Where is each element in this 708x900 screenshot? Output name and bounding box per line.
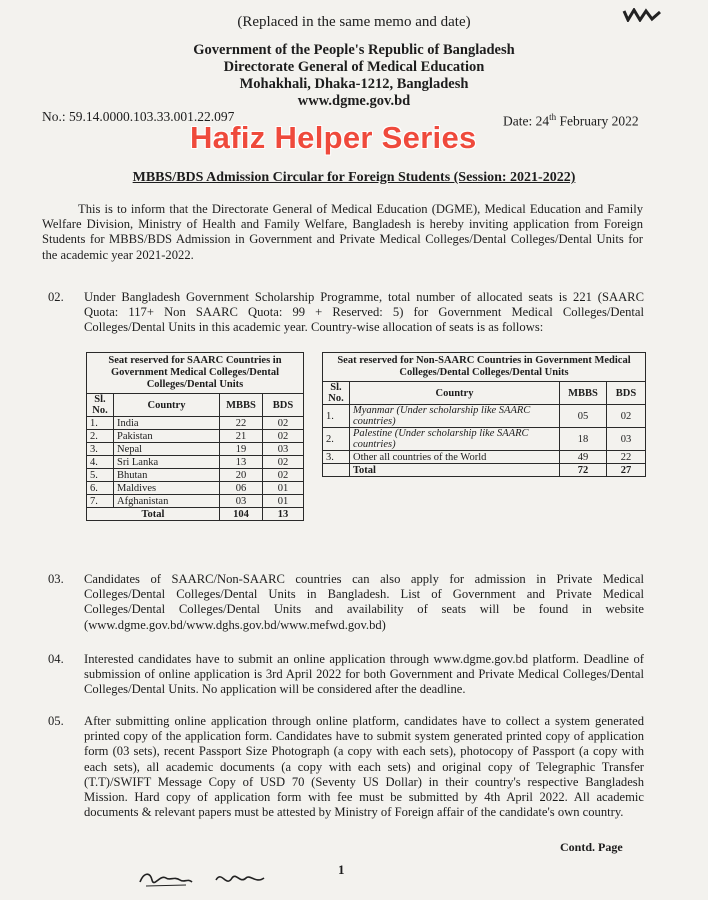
cell-country: Pakistan <box>114 430 220 443</box>
date-sup: th <box>549 112 557 122</box>
cell-mbbs: 49 <box>560 451 607 464</box>
cell-bds: 02 <box>263 430 304 443</box>
cell-bds: 03 <box>263 443 304 456</box>
cell-country: Bhutan <box>114 469 220 482</box>
cell-country: Other all countries of the World <box>350 451 560 464</box>
paragraph-02: Under Bangladesh Government Scholarship Programme, total number of allocated seats is 221 (SAARC Quota: 117+ Non SAARC Quota: 99 + Reserved: 5) for Government Medical Colleges/Dental Colleges/Dental Units in this academic year. Country-wise allocation of seats is as follows: <box>84 290 644 335</box>
cell-country: Maldives <box>114 482 220 495</box>
para-number-05: 05. <box>48 714 64 728</box>
org-line-website: www.dgme.gov.bd <box>297 93 411 109</box>
watermark-text: Hafiz Helper Series <box>190 120 477 155</box>
cell-sl: 2. <box>87 430 114 443</box>
cell-country: Afghanistan <box>114 495 220 508</box>
saarc-table-title: Seat reserved for SAARC Countries in Government Medical Colleges/Dental Colleges/Dental Units <box>87 353 304 394</box>
memo-date <box>503 112 639 130</box>
para-number-04: 04. <box>48 652 64 666</box>
table-row <box>323 428 646 451</box>
cell-bds: 22 <box>607 451 646 464</box>
col-header-mbbs: MBBS <box>220 394 263 417</box>
total-bds: 27 <box>607 464 646 477</box>
replaced-note: (Replaced in the same memo and date) <box>237 14 471 30</box>
intro-paragraph: This is to inform that the Directorate General of Medical Education (DGME), Medical Education and Family Welfare Division, Ministry of Health and Family Welfare, Bangladesh is hereby inviting application from Foreign Students for MBBS/BDS Admission in Government and Private Medical Colleges/Dental Colleges/Dental Units for the academic year 2021-2022. <box>42 202 643 262</box>
page-number: 1 <box>338 862 345 877</box>
cell-country: Nepal <box>114 443 220 456</box>
saarc-seat-table <box>86 352 304 521</box>
paragraph-05: After submitting online application through online platform, candidates have to collect a system generated printed copy of the application form. Candidates have to submit system generated printed copy of application form (03 sets), recent Passport Size Photograph (a copy with each sets), photocopy of Passport (a copy with each sets), all academic documents (a copy with each sets) and original copy of Telegraphic Transfer (T.T)/SWIFT Message Copy of USD 70 (Seventy US Dollar) in their country's respective Bangladesh Mission. Hard copy of application form with fee must be submitted by 4th April 2022. All academic documents & relevant papers must be attested by Ministry of Foreign affair of the candidate's own country. <box>84 714 644 820</box>
cell-bds: 02 <box>263 417 304 430</box>
non-saarc-table-title: Seat reserved for Non-SAARC Countries in Government Medical Colleges/Dental Colleges/Dental Units <box>323 353 646 382</box>
cell-sl: 4. <box>87 456 114 469</box>
subject-text: MBBS/BDS Admission Circular for Foreign Students (Session: 2021-2022) <box>132 170 576 185</box>
cell-country: Sri Lanka <box>114 456 220 469</box>
cell-sl: 5. <box>87 469 114 482</box>
col-header-bds: BDS <box>263 394 304 417</box>
cell-mbbs: 03 <box>220 495 263 508</box>
cell-mbbs: 21 <box>220 430 263 443</box>
cell-sl: 3. <box>323 451 350 464</box>
cell-country: Palestine (Under scholarship like SAARC countries) <box>350 428 560 451</box>
cell-bds: 03 <box>607 428 646 451</box>
continued-note: Contd. Page <box>560 840 623 854</box>
table-row <box>87 443 304 456</box>
col-header-country: Country <box>114 394 220 417</box>
total-mbbs: 104 <box>220 508 263 521</box>
cell-bds: 02 <box>263 456 304 469</box>
total-label: Total <box>87 508 220 521</box>
total-row <box>323 464 646 477</box>
cell-country: India <box>114 417 220 430</box>
paragraph-04: Interested candidates have to submit an online application through www.dgme.gov.bd platform. Deadline of submission of online application is 3rd April 2022 for both Government and Private Medical Colleges/Dental Colleges/Dental Units. No application will be considered after the deadline. <box>84 652 644 697</box>
cell-sl: 1. <box>323 405 350 428</box>
cell-country: Myanmar (Under scholarship like SAARC countries) <box>350 405 560 428</box>
cell-sl: 6. <box>87 482 114 495</box>
cell-mbbs: 18 <box>560 428 607 451</box>
col-header-sl: Sl. No. <box>87 394 114 417</box>
table-row <box>87 495 304 508</box>
cell-mbbs: 22 <box>220 417 263 430</box>
paragraph-03: Candidates of SAARC/Non-SAARC countries can also apply for admission in Private Medical Colleges/Dental Colleges/Dental Units in Bangladesh. List of Government and Private Medical Colleges/Dental Colleges/Dental Units and availability of seats will be found in website (www.dgme.gov.bd/www.dghs.gov.bd/www.mefwd.gov.bd) <box>84 572 644 632</box>
date-prefix: Date: 24 <box>503 113 550 129</box>
initial-signature-2 <box>212 868 270 890</box>
col-header-sl: Sl. No. <box>323 382 350 405</box>
date-suffix: February 2022 <box>556 113 639 129</box>
cell-bds: 01 <box>263 495 304 508</box>
table-row <box>87 482 304 495</box>
org-line-government: Government of the People's Republic of Bangladesh <box>193 42 515 58</box>
non-saarc-seat-table <box>322 352 646 477</box>
para-number-03: 03. <box>48 572 64 586</box>
cell-mbbs: 13 <box>220 456 263 469</box>
table-row <box>87 456 304 469</box>
table-row <box>323 451 646 464</box>
table-row <box>87 417 304 430</box>
cell-sl: 3. <box>87 443 114 456</box>
total-label: Total <box>350 464 560 477</box>
cell-sl: 7. <box>87 495 114 508</box>
total-bds: 13 <box>263 508 304 521</box>
cell-mbbs: 19 <box>220 443 263 456</box>
cell-mbbs: 06 <box>220 482 263 495</box>
cell-sl: 1. <box>87 417 114 430</box>
org-line-directorate: Directorate General of Medical Education <box>223 59 485 75</box>
table-row <box>323 405 646 428</box>
initial-signature-1 <box>136 868 196 892</box>
cell-sl: 2. <box>323 428 350 451</box>
table-row <box>87 469 304 482</box>
total-row <box>87 508 304 521</box>
para-number-02: 02. <box>48 290 64 304</box>
cell-mbbs: 20 <box>220 469 263 482</box>
total-sl <box>323 464 350 477</box>
cell-bds: 02 <box>607 405 646 428</box>
col-header-mbbs: MBBS <box>560 382 607 405</box>
table-row <box>87 430 304 443</box>
memo-number: No.: 59.14.0000.103.33.001.22.097 <box>42 109 235 124</box>
total-mbbs: 72 <box>560 464 607 477</box>
col-header-bds: BDS <box>607 382 646 405</box>
circular-subject <box>0 170 708 186</box>
cell-bds: 01 <box>263 482 304 495</box>
col-header-country: Country <box>350 382 560 405</box>
cell-bds: 02 <box>263 469 304 482</box>
cell-mbbs: 05 <box>560 405 607 428</box>
org-line-address: Mohakhali, Dhaka-1212, Bangladesh <box>239 76 469 92</box>
organization-header <box>0 42 708 110</box>
